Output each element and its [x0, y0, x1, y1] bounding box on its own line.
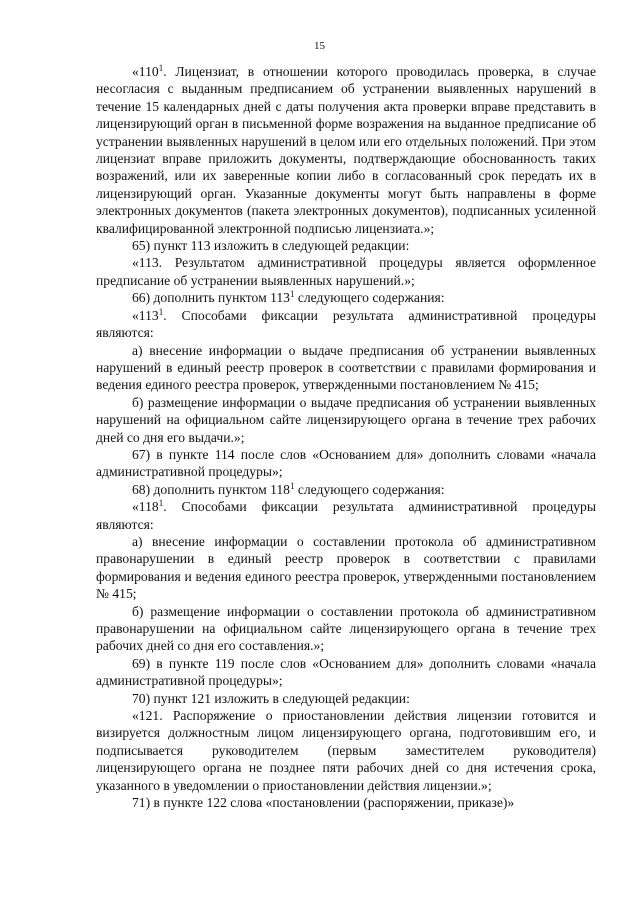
paragraph-item-71: 71) в пункте 122 слова «постановлении (распоряжении, приказе)» — [132, 795, 515, 811]
paragraph-item-68: 68) дополнить пунктом $118^1$ следующего содержания: — [132, 480, 445, 497]
page-number: 15 — [314, 40, 325, 52]
document-body — [96, 63, 596, 811]
paragraph-110-1: «$110^1$. Лицензиат, в отношении которого проводилась проверка, в случае несогласия с выданным предписанием об устранении выявленных нарушений в течение 15 календарных дней с даты получения акта проверки вправе представить в лицензирующий орган в письменной форме возражения на выданное предписание об устранении выявленных нарушений в целом или его отдельных положений. При этом лицензиат вправе приложить документы, подтверждающие обоснованность таких возражений, или их заверенные копии либо в согласованный срок передать их в лицензирующий орган. Указанные документы могут быть направлены в форме электронных документов (пакета электронных документов), подписанных усиленной квалифицированной электронной подписью лицензиата.»; — [96, 63, 596, 236]
paragraph-113-1-a: а) внесение информации о выдаче предписания об устранении выявленных нарушений в единый реестр проверок в соответствии с правилами формирования и ведения единого реестра проверок, утвержденными постановлением № 415; — [96, 342, 596, 393]
paragraph-item-70: 70) пункт 121 изложить в следующей редакции: — [132, 690, 410, 706]
paragraph-item-66: 66) дополнить пунктом $113^1$ следующего содержания: — [132, 289, 445, 306]
paragraph-item-65: 65) пункт 113 изложить в следующей редакции: — [132, 238, 410, 254]
paragraph-item-69: 69) в пункте 119 после слов «Основанием для» дополнить словами «начала административной процедуры»; — [96, 655, 596, 689]
paragraph-113: «113. Результатом административной процедуры является оформленное предписание об устранении выявленных нарушений.»; — [96, 255, 596, 288]
paragraph-item-67: 67) в пункте 114 после слов «Основанием для» дополнить словами «начала административной процедуры»; — [96, 446, 596, 480]
paragraph-118-1: «$118^1$. Способами фиксации результата административной процедуры являются: — [96, 498, 596, 532]
paragraph-113-1: «$113^1$. Способами фиксации результата административной процедуры являются: — [96, 306, 596, 341]
paragraph-118-1-b: б) размещение информации о составлении протокола об административном правонарушении на официальном сайте лицензирующего органа в течение трех рабочих дней со дня его составления.»; — [96, 603, 596, 654]
paragraph-121: «121. Распоряжение о приостановлении действия лицензии готовится и визируется должностным лицом лицензирующего органа, подготовившим его, и подписывается руководителем (первым заместителем руководителя) лицензирующего органа не позднее пяти рабочих дней со дня истечения срока, указанного в уведомлении о приостановлении действия лицензии.»; — [96, 708, 596, 793]
paragraph-118-1-a: а) внесение информации о составлении протокола об административном правонарушении в единый реестр проверок в соответствии с правилами формирования и ведения единого реестра проверок, утвержденными постановлением № 415; — [96, 533, 596, 602]
paragraph-113-1-b: б) размещение информации о выдаче предписания об устранении выявленных нарушений на официальном сайте лицензирующего органа в течение трех рабочих дней со дня его выдачи.»; — [96, 394, 596, 445]
